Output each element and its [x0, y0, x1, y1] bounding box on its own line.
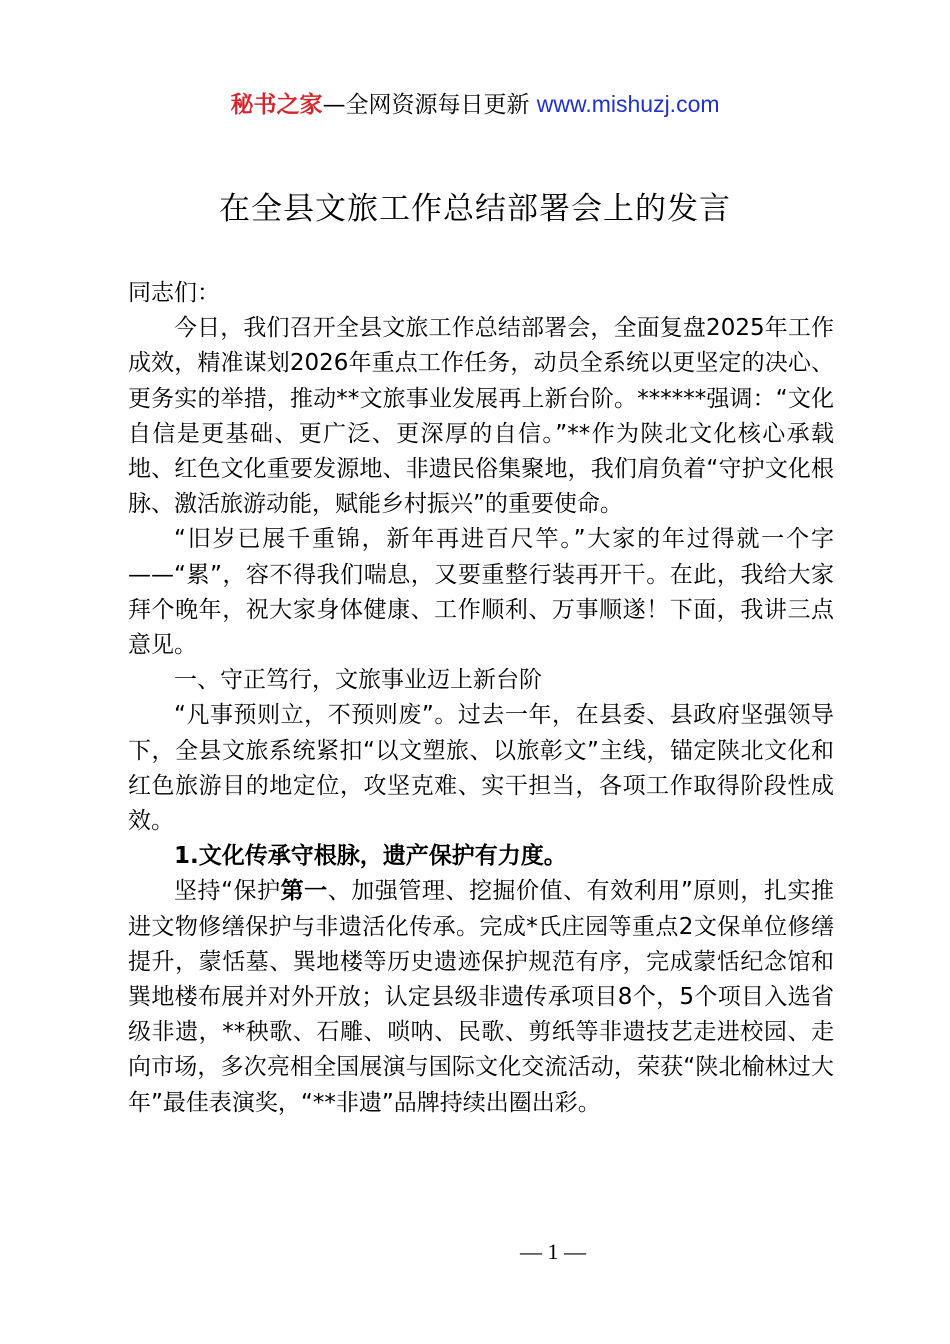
paragraph-text: 坚持“保护: [174, 878, 281, 905]
page-number: — 1 —: [520, 1239, 586, 1264]
header-tagline: —全网资源每日更新: [322, 92, 530, 118]
paragraph: 今日，我们召开全县文旅工作总结部署会，全面复盘2025年工作成效，精准谋划2026年重点工作任务，动员全系统以更坚定的决心、更务实的举措，推动**文旅事业发展再上新台阶。******强调：“文化自信是更基础、更广泛、更深厚的自信。”**作为陕北文化核心承载地、红色文化重要发源地、非遗民俗集聚地，我们肩负着“守护文化根脉、激活旅游动能，赋能乡村振兴”的重要使命。: [128, 315, 834, 518]
emphasis-text: 第一: [280, 878, 328, 905]
site-header: [0, 86, 950, 123]
site-url-link[interactable]: www.mishuzj.com: [536, 91, 720, 117]
salutation: 同志们：: [128, 280, 220, 306]
paragraph: [128, 874, 834, 1120]
section-heading: 一、守正笃行，文旅事业迈上新台阶: [174, 667, 542, 694]
document-body: [128, 276, 834, 1121]
paragraph-text: 、加强管理、挖掘价值、有效利用”原则，扎实推进文物修缮保护与非遗活化传承。完成*氏庄园等重点2文保单位修缮提升，蒙恬墓、巽地楼等历史遗迹保护规范有序，完成蒙恬纪念馆和巽地楼布展并对外开放；认定县级非遗传承项目8个，5个项目入选省级非遗，**秧歌、石雕、唢呐、民歌、剪纸等非遗技艺走进校园、走向市场，多次亮相全国展演与国际文化交流活动，荣获“陕北榆林过大年”最佳表演奖，“**非遗”品牌持续出圈出彩。: [128, 878, 835, 1116]
subheading: 1.文化传承守根脉，遗产保护有力度。: [174, 843, 567, 870]
document-title: 在全县文旅工作总结部署会上的发言: [219, 191, 731, 227]
brand-name: 秘书之家: [230, 92, 323, 118]
paragraph: “凡事预则立，不预则废”。过去一年，在县委、县政府坚强领导下，全县文旅系统紧扣“以文塑旅、以旅彰文”主线，锚定陕北文化和红色旅游目的地定位，攻坚克难、实干担当，各项工作取得阶段性成效。: [128, 702, 834, 835]
paragraph: “旧岁已展千重锦，新年再进百尺竿。”大家的年过得就一个字——“累”，容不得我们喘息，又要重整行装再开干。在此，我给大家拜个晚年，祝大家身体健康、工作顺利、万事顺遂！下面，我讲三点意见。: [128, 526, 834, 659]
